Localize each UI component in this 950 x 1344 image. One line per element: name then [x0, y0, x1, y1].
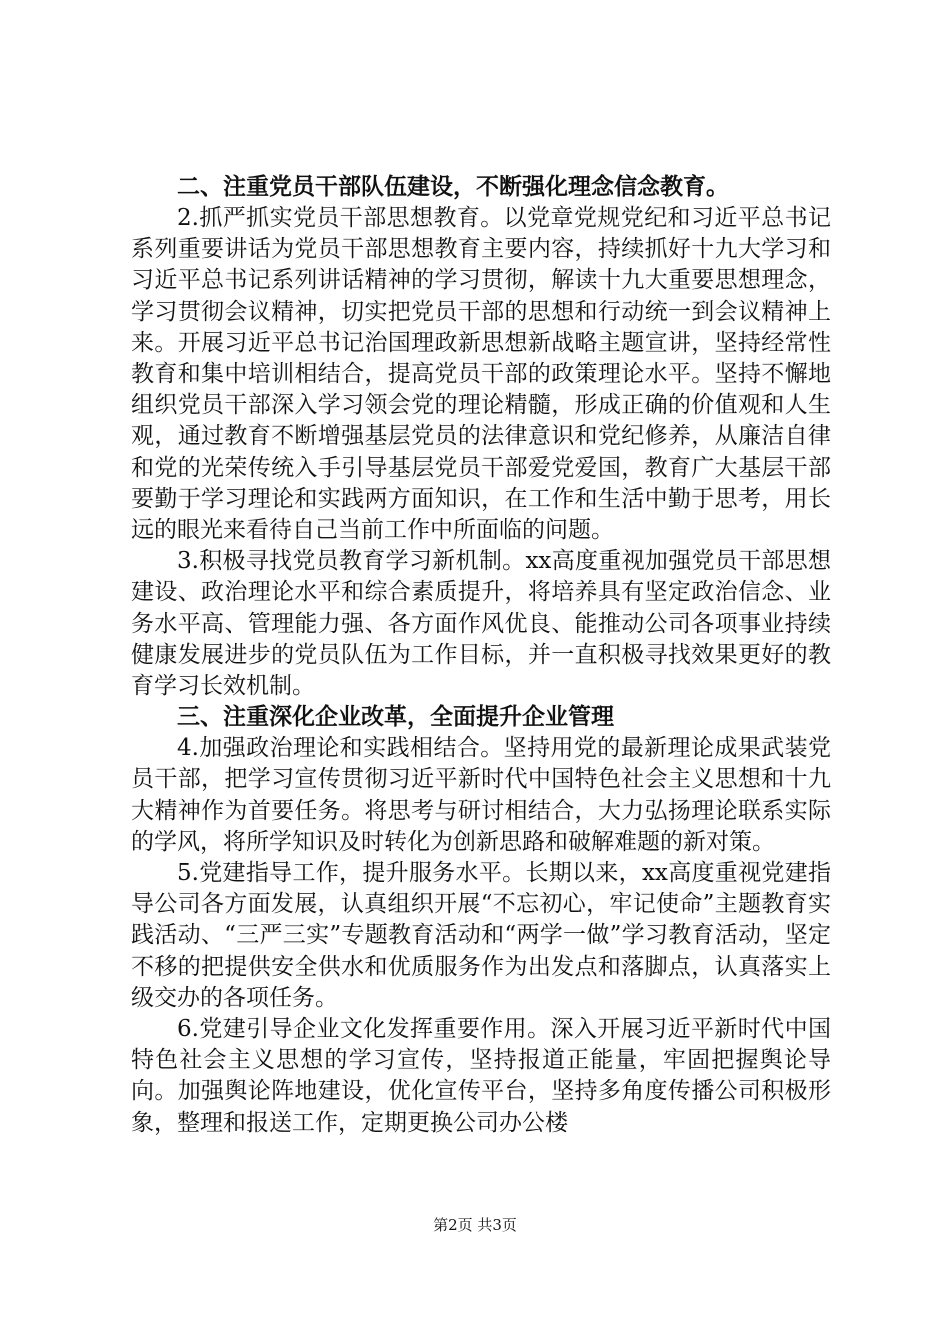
section-heading-2: 二、注重党员干部队伍建设，不断强化理念信念教育。 [177, 174, 729, 200]
section-heading-3: 三、注重深化企业改革，全面提升企业管理 [177, 704, 614, 731]
page-number-footer: 第2页 共3页 [433, 1216, 517, 1234]
paragraph-5: 5.党建指导工作，提升服务水平。长期以来，xx高度重视党建指导公司各方面发展，认真组织开展“不忘初心，牢记使命”主题教育实践活动、“三严三实”专题教育活动和“两学一做”学习教育活动，坚定不移的把提供安全供水和优质服务作为出发点和落脚点，认真落实上级交办的各项任务。 [131, 860, 831, 1011]
paragraph-3: 3.积极寻找党员教育学习新机制。xx高度重视加强党员干部思想建设、政治理论水平和综合素质提升，将培养具有坚定政治信念、业务水平高、管理能力强、各方面作风优良、能推动公司各项事业持续健康发展进步的党员队伍为工作目标，并一直积极寻找效果更好的教育学习长效机制。 [131, 548, 831, 700]
document-body [131, 172, 831, 1139]
paragraph-6: 6.党建引导企业文化发挥重要作用。深入开展习近平新时代中国特色社会主义思想的学习宣传，坚持报道正能量，牢固把握舆论导向。加强舆论阵地建设，优化宣传平台，坚持多角度传播公司积极形象，整理和报送工作，定期更换公司办公楼 [131, 1016, 831, 1136]
paragraph-4: 4.加强政治理论和实践相结合。坚持用党的最新理论成果武装党员干部，把学习宣传贯彻习近平新时代中国特色社会主义思想和十九大精神作为首要任务。将思考与研讨相结合，大力弘扬理论联系实际的学风，将所学知识及时转化为创新思路和破解难题的新对策。 [131, 735, 831, 855]
paragraph-2: 2.抓严抓实党员干部思想教育。以党章党规党纪和习近平总书记系列重要讲话为党员干部思想教育主要内容，持续抓好十九大学习和习近平总书记系列讲话精神的学习贯彻，解读十九大重要思想理念，学习贯彻会议精神，切实把党员干部的思想和行动统一到会议精神上来。开展习近平总书记治国理政新思想新战略主题宣讲，坚持经常性教育和集中培训相结合，提高党员干部的政策理论水平。坚持不懈地组织党员干部深入学习领会党的理论精髓，形成正确的价值观和人生观，通过教育不断增强基层党员的法律意识和党纪修养，从廉洁自律和党的光荣传统入手引导基层党员干部爱党爱国，教育广大基层干部要勤于学习理论和实践两方面知识，在工作和生活中勤于思考，用长远的眼光来看待自己当前工作中所面临的问题。 [131, 205, 831, 544]
